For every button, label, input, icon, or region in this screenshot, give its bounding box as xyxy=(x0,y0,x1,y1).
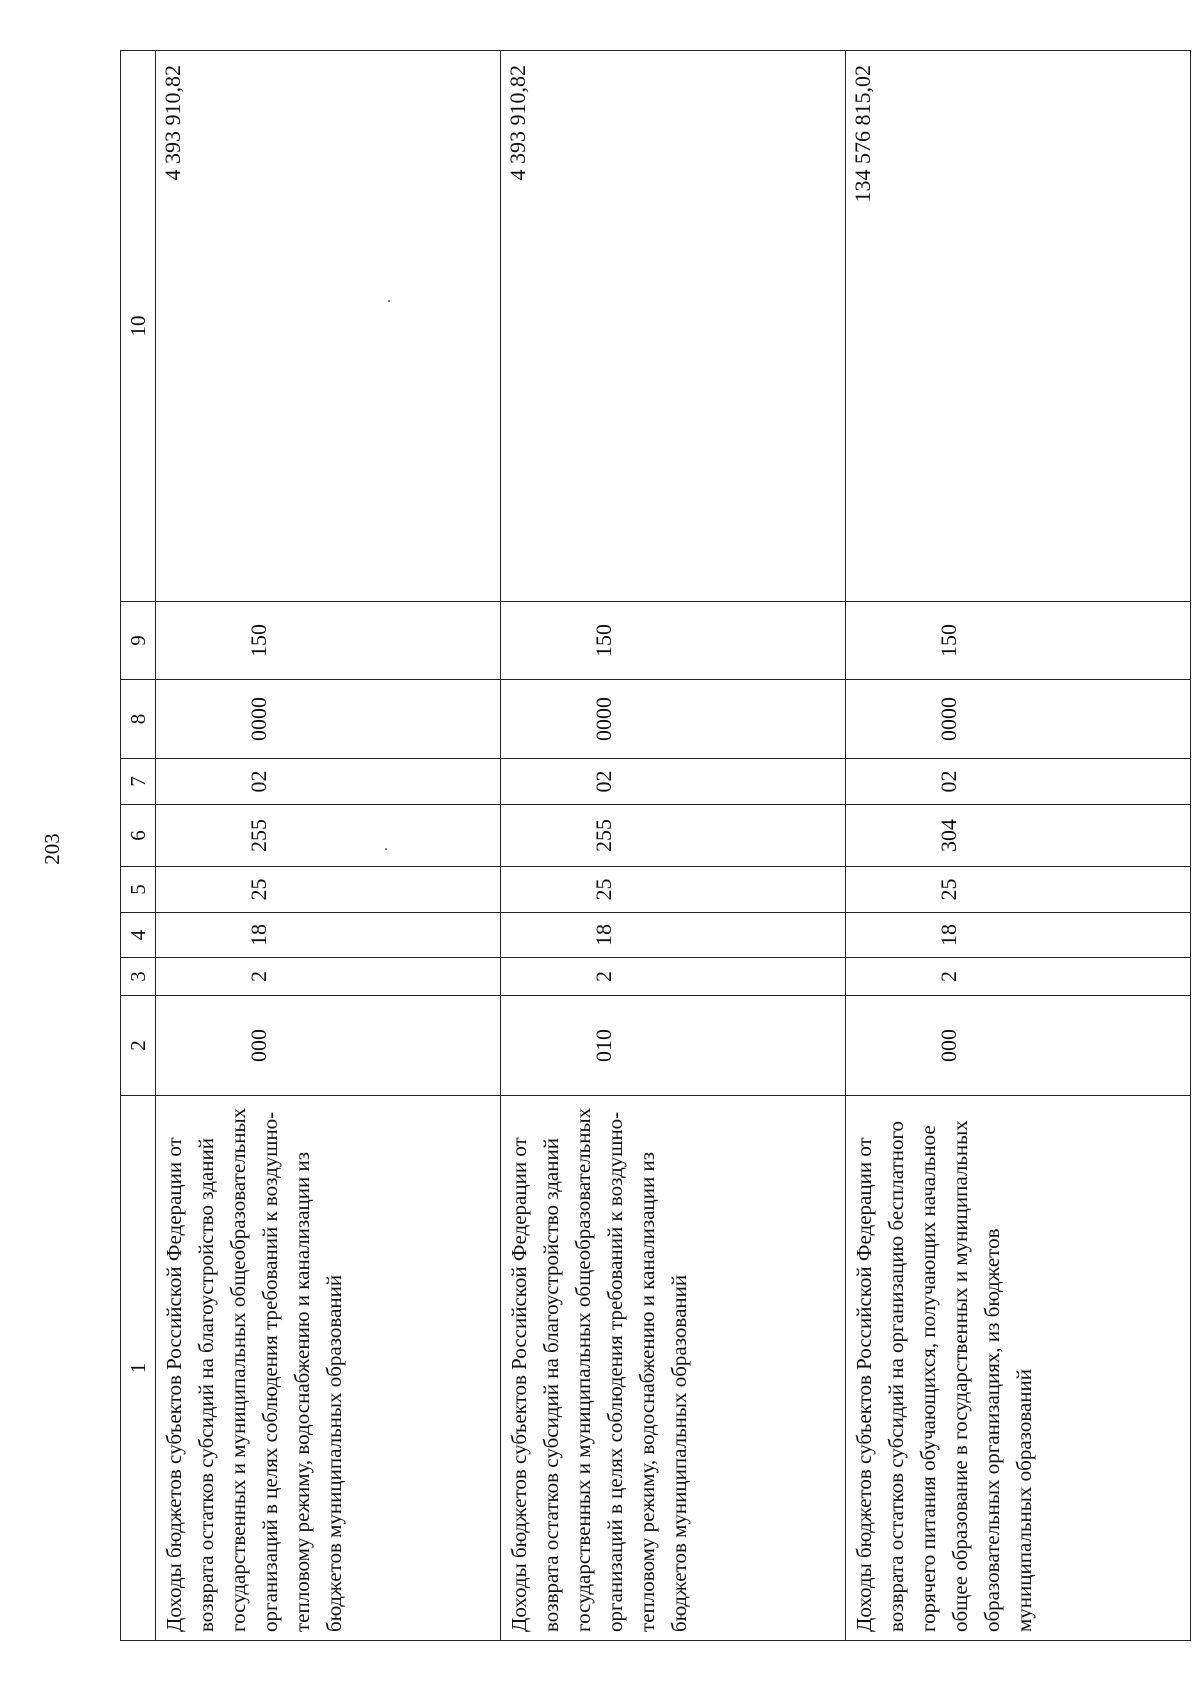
header-row xyxy=(121,51,156,1641)
header-cell: 4 xyxy=(121,913,156,958)
code-cell: 150 xyxy=(501,602,846,680)
code-cell: 2 xyxy=(156,958,501,996)
code-cell: 0000 xyxy=(156,680,501,759)
header-cell: 9 xyxy=(121,602,156,680)
budget-table xyxy=(120,50,1191,1641)
description-cell: Доходы бюджетов субъектов Российской Федерации от возврата остатков субсидий на благоустройство зданий государственных и муниципальных общеобразовательных организаций в целях соблюдения требований к воздушно-тепловому режиму, водоснабжению и канализации из бюджетов муниципальных образований xyxy=(156,1096,501,1641)
table-row xyxy=(156,51,501,1641)
header-cell: 10 xyxy=(121,51,156,602)
code-cell: 010 xyxy=(501,996,846,1096)
amount-cell: 4 393 910,82 xyxy=(501,51,846,602)
description-cell: Доходы бюджетов субъектов Российской Федерации от возврата остатков субсидий на организацию бесплатного горячего питания обучающихся, получающих начальное общее образование в государственных и муниципальных образовательных организациях, из бюджетов муниципальных образований xyxy=(846,1096,1191,1641)
code-cell: 25 xyxy=(156,867,501,913)
description-cell: Доходы бюджетов субъектов Российской Федерации от возврата остатков субсидий на благоустройство зданий государственных и муниципальных общеобразовательных организаций в целях соблюдения требований к воздушно-тепловому режиму, водоснабжению и канализации из бюджетов муниципальных образований xyxy=(501,1096,846,1641)
amount-cell: 134 576 815,02 xyxy=(846,51,1191,602)
code-cell: 25 xyxy=(846,867,1191,913)
code-cell: 255 xyxy=(156,805,501,867)
code-cell: 02 xyxy=(501,759,846,805)
code-cell: 02 xyxy=(846,759,1191,805)
code-cell: 25 xyxy=(501,867,846,913)
scan-speck xyxy=(385,848,387,850)
code-cell: 2 xyxy=(846,958,1191,996)
code-cell: 0000 xyxy=(501,680,846,759)
code-cell: 255 xyxy=(501,805,846,867)
code-cell: 18 xyxy=(846,913,1191,958)
amount-cell: 4 393 910,82 xyxy=(156,51,501,602)
code-cell: 150 xyxy=(846,602,1191,680)
code-cell: 02 xyxy=(156,759,501,805)
header-cell: 2 xyxy=(121,996,156,1096)
code-cell: 000 xyxy=(156,996,501,1096)
scan-speck xyxy=(388,300,390,302)
code-cell: 2 xyxy=(501,958,846,996)
code-cell: 304 xyxy=(846,805,1191,867)
code-cell: 150 xyxy=(156,602,501,680)
header-cell: 3 xyxy=(121,958,156,996)
header-cell: 1 xyxy=(121,1096,156,1641)
code-cell: 18 xyxy=(501,913,846,958)
page-number: 203 xyxy=(40,833,64,865)
table-row xyxy=(846,51,1191,1641)
header-cell: 6 xyxy=(121,805,156,867)
code-cell: 18 xyxy=(156,913,501,958)
header-cell: 7 xyxy=(121,759,156,805)
code-cell: 0000 xyxy=(846,680,1191,759)
rotated-table-container xyxy=(120,51,1036,1641)
header-cell: 8 xyxy=(121,680,156,759)
header-cell: 5 xyxy=(121,867,156,913)
code-cell: 000 xyxy=(846,996,1191,1096)
table-row xyxy=(501,51,846,1641)
